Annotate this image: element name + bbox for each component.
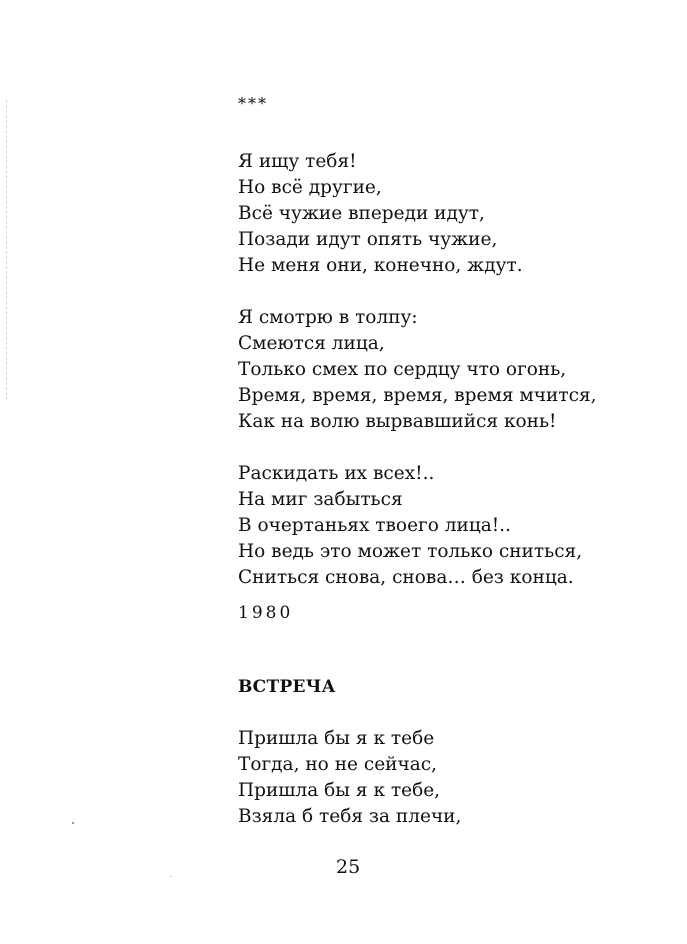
poem-separator: *** [238,94,268,113]
poem-line: Пришла бы я к тебе [238,728,435,749]
poem-line: Но всё другие, [238,177,382,198]
poem-line: Позади идут опять чужие, [238,229,498,250]
scan-margin-line [6,100,8,400]
poem-line: Сниться снова, снова… без конца. [238,567,574,588]
poem-line: Я ищу тебя! [238,151,357,172]
scan-speck [170,876,171,877]
poem-line: Взяла б тебя за плечи, [238,806,462,827]
poem-line: Не меня они, конечно, ждут. [238,255,523,276]
poem-line: Но ведь это может только сниться, [238,541,583,562]
next-poem-stanza [238,726,461,830]
poem-line: Я смотрю в толпу: [238,307,418,328]
poem-line: Только смех по сердцу что огонь, [238,359,567,380]
poem-line: Тогда, но не сейчас, [238,754,438,775]
poem-line: Раскидать их всех!.. [238,463,435,484]
poem-date: 1980 [238,603,294,623]
poem-line: На миг забыться [238,489,403,510]
poem-line: Смеются лица, [238,333,385,354]
poem-line: Как на волю вырвавшийся конь! [238,411,557,432]
stanza-3 [238,461,582,591]
page-number: 25 [336,856,361,878]
poem-line: Всё чужие впереди идут, [238,203,485,224]
poem-line: В очертаньях твоего лица!.. [238,515,511,536]
poem-line: Пришла бы я к тебе, [238,780,441,801]
scan-speck [72,822,74,824]
stanza-1 [238,149,523,279]
poem-line: Время, время, время, время мчится, [238,385,597,406]
stanza-2 [238,305,597,435]
poem-title: ВСТРЕЧА [238,677,336,697]
